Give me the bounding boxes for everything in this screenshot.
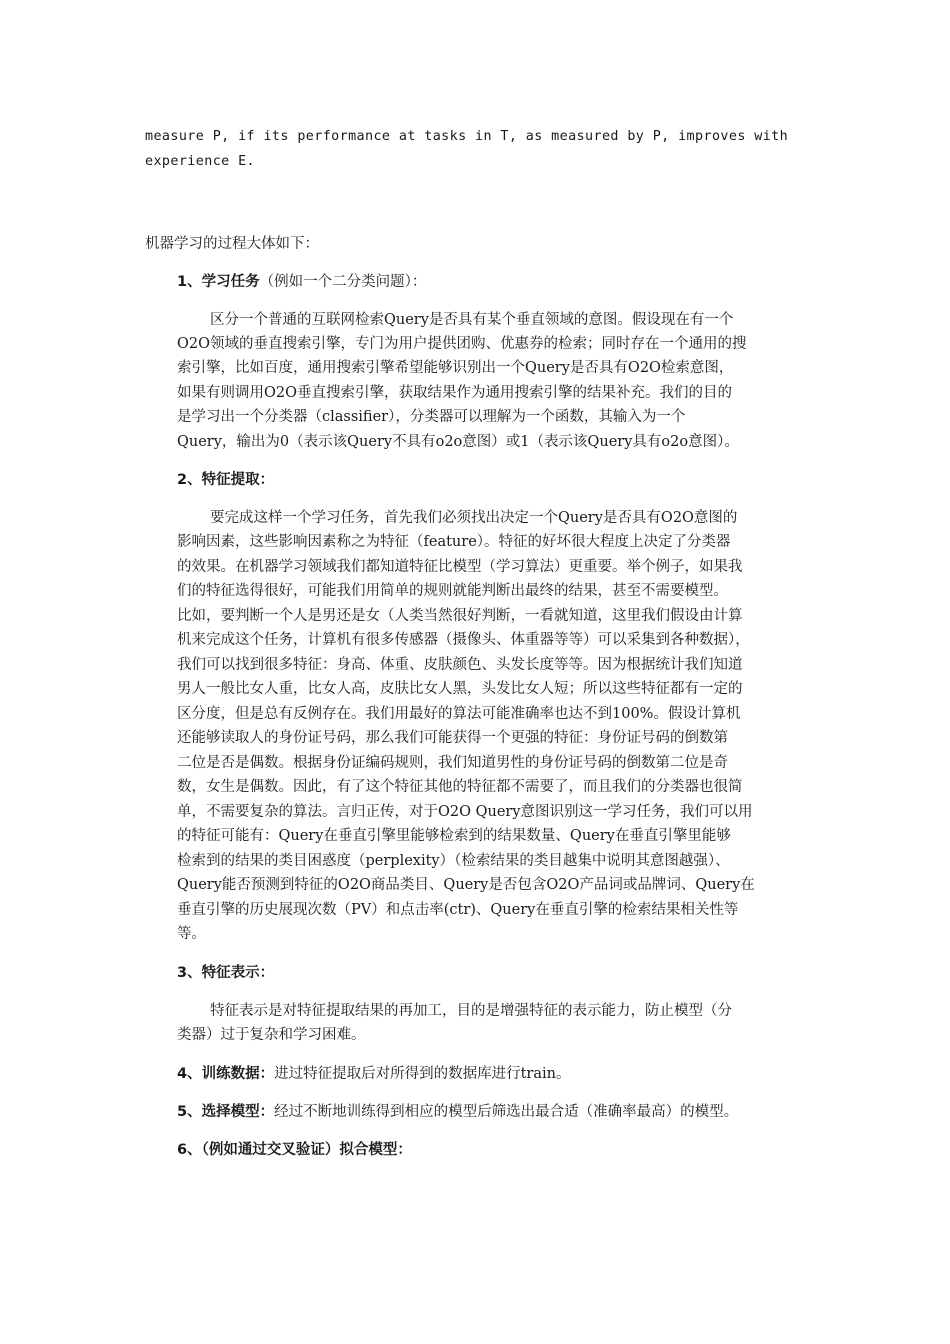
section-1-line: Query，输出为0（表示该Query不具有o2o意图）或1（表示该Query具有o2o意图）。 — [177, 434, 739, 450]
section-3-title: 3、特征表示： — [177, 965, 275, 981]
section-2-line: 们的特征选得很好，可能我们用简单的规则就能判断出最终的结果，甚至不需要模型。 — [177, 583, 728, 599]
section-2-line: 数，女生是偶数。因此，有了这个特征其他的特征都不需要了，而且我们的分类器也很简 — [177, 779, 743, 795]
section-4-title: 4、训练数据： — [177, 1066, 275, 1082]
section-4-heading — [177, 1062, 817, 1087]
section-4-text: 进过特征提取后对所得到的数据库进行train。 — [274, 1066, 571, 1082]
section-3-line: 类器）过于复杂和学习困难。 — [177, 1027, 366, 1043]
section-1-line: 索引擎，比如百度，通用搜索引擎希望能够识别出一个Query是否具有O2O检索意图， — [177, 360, 734, 376]
section-2-line: 单，不需要复杂的算法。言归正传，对于O2O Query意图识别这一学习任务，我们可以用 — [177, 804, 753, 820]
section-2-line: 的效果。在机器学习领域我们都知道特征比模型（学习算法）更重要。举个例子，如果我 — [177, 559, 743, 575]
section-1-title: 1、学习任务 — [177, 274, 260, 290]
section-1-line: 区分一个普通的互联网检索Query是否具有某个垂直领域的意图。假设现在有一个 — [210, 312, 734, 328]
section-2-heading — [177, 468, 817, 493]
section-2-line: 还能够读取人的身份证号码，那么我们可能获得一个更强的特征：身份证号码的倒数第 — [177, 730, 728, 746]
section-2-line: 区分度，但是总有反例存在。我们用最好的算法可能准确率也达不到100%。假设计算机 — [177, 706, 741, 722]
section-3-heading — [177, 961, 817, 986]
section-1-title-suffix: （例如一个二分类问题）： — [259, 274, 427, 290]
section-1-line: O2O领域的垂直搜索引擎，专门为用户提供团购、优惠券的检索；同时存在一个通用的搜 — [177, 336, 747, 352]
section-1-line: 如果有则调用O2O垂直搜索引擎，获取结果作为通用搜索引擎的结果补充。我们的目的 — [177, 385, 732, 401]
section-2-line: 机来完成这个任务，计算机有很多传感器（摄像头、体重器等等）可以采集到各种数据）， — [177, 632, 750, 648]
section-3-line: 特征表示是对特征提取结果的再加工，目的是增强特征的表示能力，防止模型（分 — [210, 1003, 732, 1019]
definition-line-2: experience E. — [145, 154, 256, 169]
section-2-line: 男人一般比女人重，比女人高，皮肤比女人黑，头发比女人短；所以这些特征都有一定的 — [177, 681, 743, 697]
section-5-title: 5、选择模型： — [177, 1104, 275, 1120]
section-2-line: Query能否预测到特征的O2O商品类目、Query是否包含O2O产品词或品牌词、Query在 — [177, 877, 755, 893]
section-2-line: 要完成这样一个学习任务，首先我们必须找出决定一个Query是否具有O2O意图的 — [210, 510, 738, 526]
section-5-heading — [177, 1100, 817, 1125]
section-1-heading — [177, 270, 817, 295]
section-2-line: 垂直引擎的历史展现次数（PV）和点击率(ctr)、Query在垂直引擎的检索结果相关性等 — [177, 902, 739, 918]
section-2-title: 2、特征提取： — [177, 472, 275, 488]
section-2-line: 我们可以找到很多特征：身高、体重、皮肤颜色、头发长度等等。因为根据统计我们知道 — [177, 657, 743, 673]
section-2-line: 二位是否是偶数。根据身份证编码规则，我们知道男性的身份证号码的倒数第二位是奇 — [177, 755, 728, 771]
intro-text: 机器学习的过程大体如下： — [145, 236, 319, 252]
definition-line-1: measure P, if its performance at tasks in T, as measured by P, improves with — [145, 129, 789, 144]
section-5-text: 经过不断地训练得到相应的模型后筛选出最合适（准确率最高）的模型。 — [274, 1104, 739, 1120]
section-2-line: 的特征可能有：Query在垂直引擎里能够检索到的结果数量、Query在垂直引擎里能够 — [177, 828, 731, 844]
section-2-line: 等。 — [177, 926, 206, 942]
section-2-line: 比如，要判断一个人是男还是女（人类当然很好判断，一看就知道，这里我们假设由计算 — [177, 608, 743, 624]
section-6-title: 6、（例如通过交叉验证）拟合模型： — [177, 1142, 412, 1158]
section-6-heading — [177, 1138, 817, 1163]
section-1-line: 是学习出一个分类器（classifier），分类器可以理解为一个函数，其输入为一个 — [177, 409, 686, 425]
section-2-line: 检索到的结果的类目困惑度（perplexity）（检索结果的类目越集中说明其意图越强）、 — [177, 853, 730, 869]
section-2-line: 影响因素，这些影响因素称之为特征（feature）。特征的好坏很大程度上决定了分类器 — [177, 534, 731, 550]
